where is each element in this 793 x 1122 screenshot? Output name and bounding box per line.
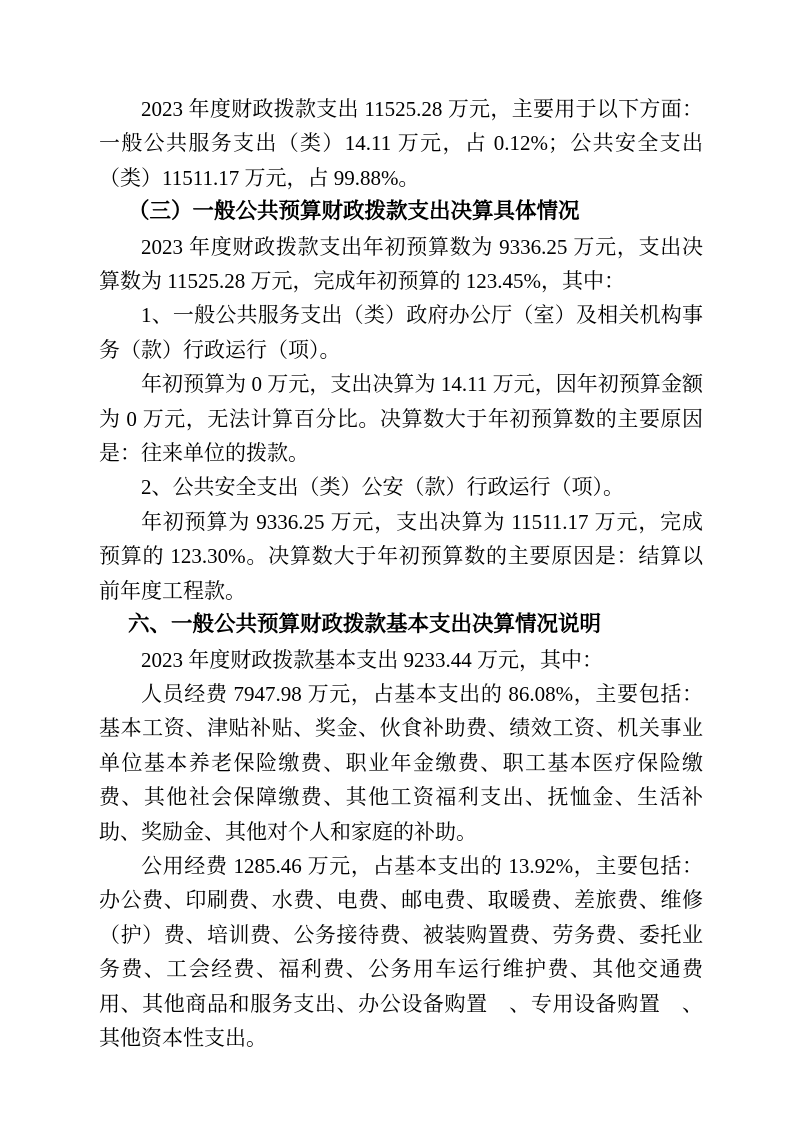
body-paragraph: 2023 年度财政拨款基本支出 9233.44 万元，其中： bbox=[141, 647, 603, 672]
document-content bbox=[99, 92, 703, 1055]
body-paragraph: 公用经费 1285.46 万元，占基本支出的 13.92%，主要包括：办公费、印刷费、水费、电费、邮电费、取暖费、差旅费、维修（护）费、培训费、公务接待费、被装购置费、劳务费、委托业务费、工会经费、福利费、公务用车运行维护费、其他交通费用、其他商品和服务支出、办公设备购置 、专用设备购置 、其他资本性支出。 bbox=[99, 853, 703, 1050]
body-paragraph: 2023 年度财政拨款支出年初预算数为 9336.25 万元，支出决算数为 11525.28 万元，完成年初预算的 123.45%，其中： bbox=[99, 234, 703, 294]
body-paragraph: 年初预算为 0 万元，支出决算为 14.11 万元，因年初预算金额为 0 万元，无法计算百分比。决算数大于年初预算数的主要原因是：往来单位的拨款。 bbox=[99, 372, 703, 466]
body-paragraph: 2、公共安全支出（类）公安（款）行政运行（项）。 bbox=[141, 475, 624, 500]
body-paragraph: 2023 年度财政拨款支出 11525.28 万元，主要用于以下方面：一般公共服务支出（类）14.11 万元，占 0.12%；公共安全支出（类）11511.17 万元，占 99.88%。 bbox=[99, 97, 703, 190]
body-paragraph: 1、一般公共服务支出（类）政府办公厅（室）及相关机构事务（款）行政运行（项）。 bbox=[99, 303, 703, 362]
body-paragraph: 年初预算为 9336.25 万元，支出决算为 11511.17 万元，完成预算的 123.30%。决算数大于年初预算数的主要原因是：结算以前年度工程款。 bbox=[99, 509, 703, 603]
section-heading: （三）一般公共预算财政拨款支出决算具体情况 bbox=[128, 199, 580, 225]
section-heading: 六、一般公共预算财政拨款基本支出决算情况说明 bbox=[128, 612, 602, 638]
body-paragraph: 人员经费 7947.98 万元，占基本支出的 86.08%，主要包括：基本工资、津贴补贴、奖金、伙食补助费、绩效工资、机关事业单位基本养老保险缴费、职业年金缴费、职工基本医疗保险缴费、其他社会保障缴费、其他工资福利支出、抚恤金、生活补助、奖励金、其他对个人和家庭的补助。 bbox=[99, 681, 703, 844]
